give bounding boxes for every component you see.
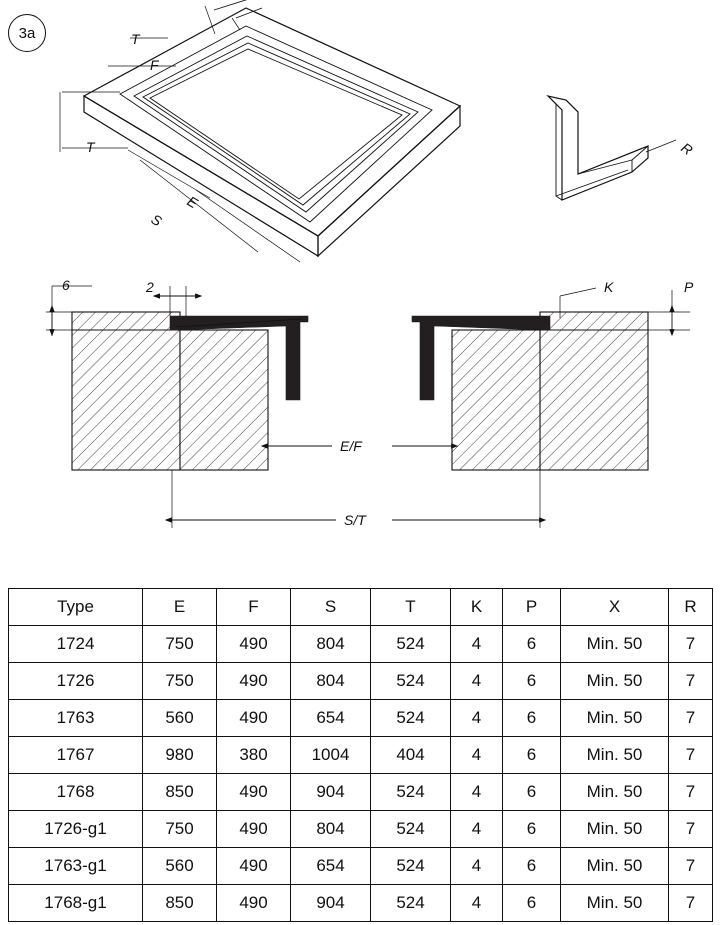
table-header-k: K: [451, 589, 503, 626]
table-row: [9, 663, 713, 700]
cell-r: 7: [669, 885, 713, 922]
corner-profile-view: [548, 96, 696, 200]
cell-s: 904: [291, 885, 371, 922]
table-header-row: [9, 589, 713, 626]
cell-k: 4: [451, 885, 503, 922]
cell-type: 1726: [9, 663, 143, 700]
cell-s: 904: [291, 774, 371, 811]
cell-r: 7: [669, 700, 713, 737]
cell-t: 524: [371, 811, 451, 848]
label-iso-E: E: [184, 192, 201, 212]
section-view: [46, 277, 694, 528]
spec-table: [8, 588, 713, 922]
table-header-r: R: [669, 589, 713, 626]
isometric-tray-view: [60, 0, 460, 262]
cell-type: 1767: [9, 737, 143, 774]
cell-f: 490: [217, 700, 291, 737]
table-row: [9, 774, 713, 811]
table-header-f: F: [217, 589, 291, 626]
cell-t: 524: [371, 885, 451, 922]
cell-e: 750: [143, 663, 217, 700]
table-row: [9, 885, 713, 922]
cell-k: 4: [451, 700, 503, 737]
cell-t: 524: [371, 626, 451, 663]
table-row: [9, 700, 713, 737]
cell-p: 6: [503, 626, 561, 663]
step-badge-label: 3a: [18, 24, 36, 42]
cell-type: 1726-g1: [9, 811, 143, 848]
label-sec-P: P: [684, 279, 694, 295]
cell-k: 4: [451, 626, 503, 663]
cell-r: 7: [669, 811, 713, 848]
cell-f: 490: [217, 774, 291, 811]
cell-p: 6: [503, 774, 561, 811]
cell-e: 850: [143, 774, 217, 811]
cell-type: 1763-g1: [9, 848, 143, 885]
cell-k: 4: [451, 811, 503, 848]
cell-x: Min. 50: [561, 626, 669, 663]
cell-r: 7: [669, 626, 713, 663]
cell-x: Min. 50: [561, 700, 669, 737]
cell-t: 524: [371, 663, 451, 700]
table-row: [9, 848, 713, 885]
cell-e: 980: [143, 737, 217, 774]
label-iso-T2: T: [86, 139, 95, 155]
cell-p: 6: [503, 811, 561, 848]
cell-k: 4: [451, 774, 503, 811]
table-header-t: T: [371, 589, 451, 626]
label-iso-S: S: [148, 210, 165, 230]
cell-s: 654: [291, 700, 371, 737]
label-sec-6: 6: [62, 277, 70, 293]
cell-r: 7: [669, 774, 713, 811]
cell-type: 1768-g1: [9, 885, 143, 922]
cell-e: 750: [143, 811, 217, 848]
table-header-type: Type: [9, 589, 143, 626]
cell-t: 404: [371, 737, 451, 774]
label-iso-F: F: [150, 57, 159, 73]
label-dim-ST: S/T: [344, 512, 366, 528]
table-header-p: P: [503, 589, 561, 626]
cell-s: 654: [291, 848, 371, 885]
cell-e: 560: [143, 700, 217, 737]
cell-p: 6: [503, 663, 561, 700]
cell-e: 850: [143, 885, 217, 922]
table-row: [9, 737, 713, 774]
cell-f: 490: [217, 848, 291, 885]
cell-r: 7: [669, 848, 713, 885]
cell-p: 6: [503, 848, 561, 885]
cell-e: 750: [143, 626, 217, 663]
cell-s: 804: [291, 626, 371, 663]
table-row: [9, 811, 713, 848]
cell-f: 490: [217, 885, 291, 922]
cell-p: 6: [503, 885, 561, 922]
cell-s: 804: [291, 663, 371, 700]
cell-p: 6: [503, 737, 561, 774]
cell-type: 1724: [9, 626, 143, 663]
cell-e: 560: [143, 848, 217, 885]
cell-type: 1768: [9, 774, 143, 811]
spec-table-container: [8, 588, 712, 922]
cell-x: Min. 50: [561, 737, 669, 774]
cell-p: 6: [503, 700, 561, 737]
cell-r: 7: [669, 663, 713, 700]
cell-t: 524: [371, 774, 451, 811]
cell-k: 4: [451, 737, 503, 774]
label-sec-2: 2: [146, 279, 154, 295]
cell-r: 7: [669, 737, 713, 774]
cell-type: 1763: [9, 700, 143, 737]
label-corner-R: R: [678, 139, 696, 159]
table-row: [9, 626, 713, 663]
cell-x: Min. 50: [561, 663, 669, 700]
label-dim-EF: E/F: [340, 438, 362, 454]
cell-t: 524: [371, 700, 451, 737]
table-header-x: X: [561, 589, 669, 626]
cell-k: 4: [451, 663, 503, 700]
cell-k: 4: [451, 848, 503, 885]
label-iso-T: T: [131, 31, 140, 47]
cell-f: 490: [217, 811, 291, 848]
cell-t: 524: [371, 848, 451, 885]
cell-f: 490: [217, 663, 291, 700]
table-header-s: S: [291, 589, 371, 626]
cell-x: Min. 50: [561, 811, 669, 848]
cell-x: Min. 50: [561, 774, 669, 811]
cell-s: 1004: [291, 737, 371, 774]
cell-x: Min. 50: [561, 848, 669, 885]
cell-s: 804: [291, 811, 371, 848]
table-header-e: E: [143, 589, 217, 626]
cell-x: Min. 50: [561, 885, 669, 922]
cell-f: 380: [217, 737, 291, 774]
label-sec-K: K: [604, 279, 614, 295]
cell-f: 490: [217, 626, 291, 663]
